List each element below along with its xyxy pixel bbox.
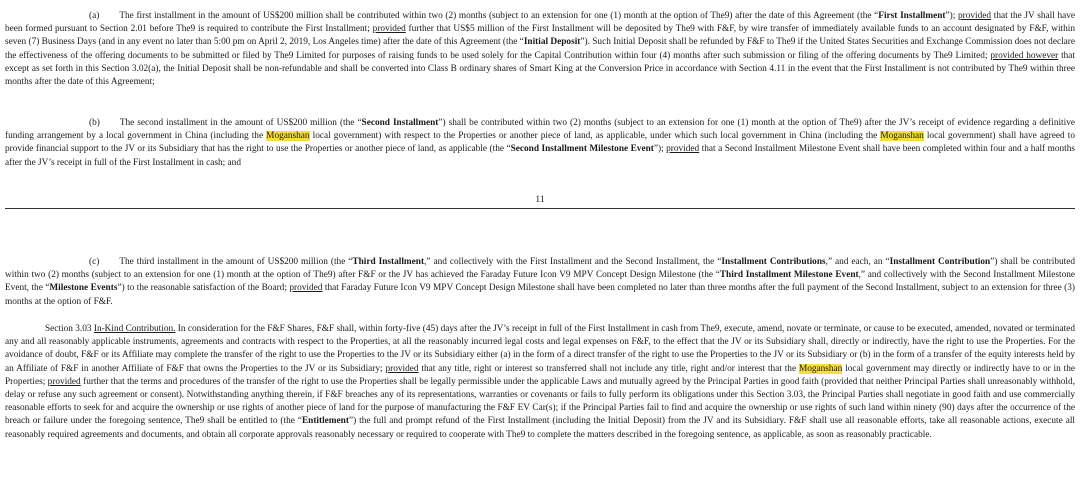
provided-term: provided however xyxy=(990,50,1059,61)
paragraph-3-02-b: (b) The second installment in the amount of US$200 million (the “Second Installment”) shall be contributed within two (2) months (subject to an extension for one (1) month at the option of The9) after the JV’s receipt of evidence regarding a definitive funding arrangement by a local government in China (including the Moganshan local government) with respect to the Properties or another piece of land, as applicable, under which such local government in China (including the Moganshan local government) shall have agreed to provide financial support to the JV or its Subsidiary that has the right to use the Properties or another piece of land, as applicable (the “Second Installment Milestone Event”); provided that a Second Installment Milestone Event shall have been completed within four and a half months after the JV’s receipt in full of the First Installment in cash; and xyxy=(5,118,1076,168)
defined-term: Installment Contributions xyxy=(721,257,826,267)
provided-term: provided xyxy=(289,283,323,294)
section-heading: In-Kind Contribution. xyxy=(93,324,176,334)
provided-term: provided xyxy=(385,363,419,374)
defined-term: Milestone Events xyxy=(49,283,118,294)
enum-c: (c) xyxy=(89,257,100,267)
paragraph-3-02-c: (c) The third installment in the amount of US$200 million (the “Third Installment,” and collectively with the First Installment and the Second Installment, the “Installment Contributions,” and each, an “Installment Contribution”) shall be contributed within two (2) months (subject to an extension for one (1) month at the option of The9) after F&F or the JV has achieved the Faraday Future Icon V9 MPV Concept Design Milestone (the “Third Installment Milestone Event,” and collectively with the Second Installment Milestone Event, the “Milestone Events”) to the reasonable satisfaction of the Board; provided that Faraday Future Icon V9 MPV Concept Design Milestone shall have been completed no later than three months after the full payment of the Second Installment, subject to an extension for three (3) months at the option of F&F. xyxy=(5,257,1075,307)
section-3-03: Section 3.03 In-Kind Contribution. In consideration for the F&F Shares, F&F shall, within forty-five (45) days after the JV’s receipt in full of the First Installment in cash from The9, execute, amend, novate or terminate, or cause to be executed, amended, novated or terminated any and all reasonably applicable instruments, agreements and contracts with respect to the Properties, at all the reasonably incurred legal costs and legal expenses on F&F, to the effect that the JV or its Subsidiary shall, directly or indirectly, have the right to use the Properties. For the avoidance of doubt, F&F or its Affiliate may complete the transfer of the right to use the Properties to the JV or its Subsidiary either (a) in the form of a direct transfer of the right to use the Properties to the JV or its Subsidiary or (b) in the form of a transfer of the equity interests held by an Affiliate of F&F in another Affiliate of F&F that owns the Properties to the JV or its Subsidiary; provided that any title, right or interest so transferred shall not include any title, right and/or interest that the Moganshan local government may directly or indirectly have to or in the Properties; provided further that the terms and procedures of the transfer of the right to use the Properties shall be legally permissible under the applicable Laws and mutually agreed by the Principal Parties in good faith (provided that neither Principal Parties shall unreasonably withhold, delay or refuse any such agreement or consent). Notwithstanding anything therein, if F&F breaches any of its representations, warranties or covenants or fails to fully perform its obligations under this Section 3.03, the Principal Parties shall negotiate in good faith and use commercially reasonable efforts to seek for and acquire the ownership or use rights of another piece of land for the purpose of manufacturing the F&F EV Car(s); if the Principal Parties fail to find and acquire the ownership or use rights of such land within ninety (90) days after the occurrence of the breach or failure under the foregoing sentence, The9 shall be entitled to (the “Entitlement”) the full and prompt refund of the First Installment (including the Initial Deposit) from the JV and its Subsidiary. F&F shall use all reasonable efforts, take all reasonable actions, execute all reasonably required agreements and documents, and obtain all corporate approvals reasonably necessary or required to cooperate with The9 to complete the matters described in the foregoing sentence, as applicable, as soon as reasonably practicable. xyxy=(5,324,1075,440)
page-number: 11 xyxy=(535,195,545,205)
defined-term: Second Installment xyxy=(361,118,439,128)
provided-term: provided xyxy=(958,11,992,21)
section-number: Section 3.03 xyxy=(45,324,92,334)
defined-term: Third Installment xyxy=(352,257,425,267)
defined-term: Entitlement xyxy=(301,416,349,427)
enum-a: (a) xyxy=(89,11,100,21)
provided-term: provided xyxy=(666,144,700,155)
defined-term: First Installment xyxy=(878,11,946,21)
page-break-divider xyxy=(5,208,1075,209)
provided-term: provided xyxy=(372,24,406,35)
provided-term: provided xyxy=(47,376,81,387)
search-highlight: Moganshan xyxy=(880,131,924,142)
defined-term: Installment Contribution xyxy=(889,257,991,267)
enum-b: (b) xyxy=(89,118,100,128)
search-highlight: Moganshan xyxy=(798,363,843,374)
defined-term: Initial Deposit xyxy=(523,37,581,48)
defined-term: Second Installment Milestone Event xyxy=(510,144,654,155)
paragraph-3-02-a: (a) The first installment in the amount of US$200 million shall be contributed within two (2) months (subject to an extension for one (1) month at the option of The9) after the date of this Agreement (the “First Installment”); provided that the JV shall have been formed pursuant to Section 2.01 before The9 is required to contribute the First Installment; provided further that US$5 million of the First Installment will be deposited by The9 with F&F, by wire transfer of immediately available funds to an account designated by F&F, within seven (7) Business Days (and in any event no later than 5:00 pm on April 2, 2019, Los Angeles time) after the date of this Agreement (the “Initial Deposit”). Such Initial Deposit shall be refunded by F&F to The9 if the United States Securities and Exchange Commission does not declare the effectiveness of the offering documents to be submitted or filed by The9 Limited for purposes of raising funds to be used solely for the Capital Contribution within four (4) months after such submission or filing of the offering documents by The9 Limited; provided however that except as set forth in this Section 3.02(a), the Initial Deposit shall be non-refundable and shall be converted into Class B ordinary shares of Smart King at the Conversion Price in accordance with Section 4.11 in the event that the First Installment is not contributed by The9 within three months after the date of this Agreement; xyxy=(5,11,1076,88)
search-highlight: Moganshan xyxy=(266,131,310,142)
defined-term: Third Installment Milestone Event xyxy=(719,270,859,281)
